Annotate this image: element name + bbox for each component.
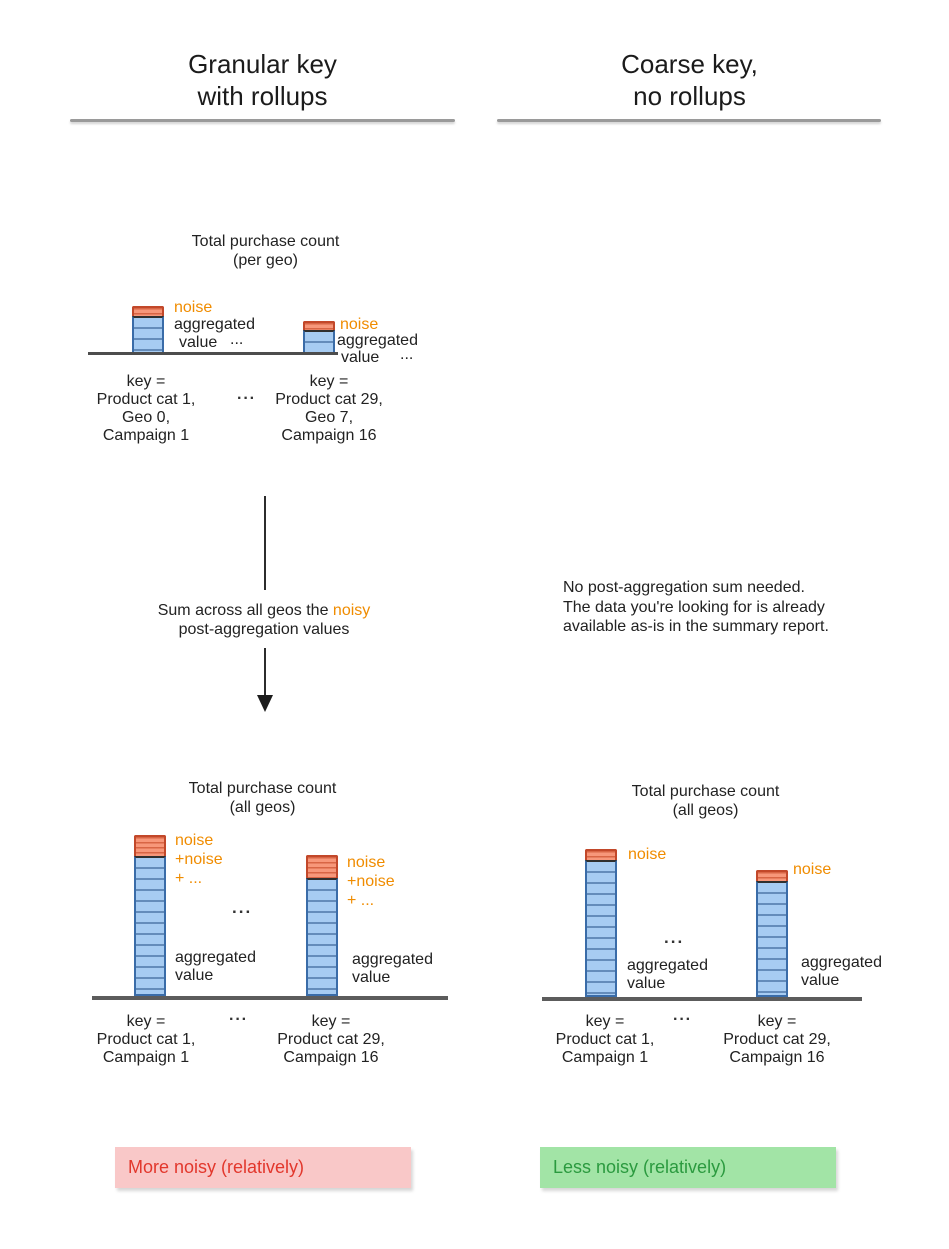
note-line2: The data you're looking for is already — [563, 598, 825, 616]
rollup-key1 — [76, 1013, 216, 1067]
coarse-bar2-noise-label: noise — [793, 861, 832, 878]
per-geo-title-line1: Total purchase count — [191, 233, 340, 250]
coarse-title-line2: (all geos) — [672, 802, 739, 819]
less-noisy-label: Less noisy (relatively) — [553, 1157, 727, 1177]
per-geo-dots1: ... — [230, 331, 244, 348]
rollup-key2-line2: Product cat 29, — [277, 1031, 385, 1048]
coarse-mid-dots: ... — [664, 928, 685, 947]
coarse-bar1-noise-cap — [585, 849, 617, 860]
per-geo-bar1-noise-label: noise — [174, 299, 213, 316]
coarse-key1-line3: Campaign 1 — [561, 1049, 649, 1066]
per-geo-key-separator: ··· — [237, 390, 256, 407]
left-header-line2: with rollups — [197, 81, 328, 111]
coarse-bar1-value — [585, 860, 617, 997]
no-sum-needed-note — [563, 578, 903, 637]
rollup-bar2-noise-cap — [306, 855, 338, 878]
flow-arrow-line-top — [264, 496, 266, 590]
left-header-line1: Granular key — [188, 49, 337, 79]
right-header-line2: no rollups — [633, 81, 746, 111]
per-geo-key2-line4: Campaign 16 — [281, 427, 377, 444]
rollup-key2 — [260, 1013, 402, 1067]
rollup-chart-title — [165, 779, 360, 817]
per-geo-axis — [88, 352, 338, 355]
per-geo-key2 — [258, 373, 400, 445]
flow-arrow-text-line1 — [114, 601, 414, 620]
rollup-bar1-noise-cap — [134, 835, 166, 856]
coarse-bar1-value-label: value — [627, 975, 666, 992]
coarse-bar2-value-label: value — [801, 972, 840, 989]
rollup-bar1-noise-label: noise — [175, 832, 214, 849]
per-geo-bar2-aggregated-label: aggregated — [337, 332, 418, 349]
per-geo-key1-line1: key = — [126, 373, 166, 390]
coarse-axis — [542, 997, 862, 1001]
flow-arrow-text — [114, 601, 414, 639]
coarse-key2 — [706, 1013, 848, 1067]
left-header-underline — [70, 119, 455, 122]
rollup-bar1-noise2-label: +noise — [175, 851, 223, 868]
per-geo-bar1-noise-cap — [132, 306, 164, 316]
per-geo-key2-line3: Geo 7, — [304, 409, 354, 426]
coarse-bar1-noise-label: noise — [628, 846, 667, 863]
coarse-bar1-aggregated-label: aggregated — [627, 957, 708, 974]
per-geo-key1-line2: Product cat 1, — [96, 391, 196, 408]
per-geo-key1-line4: Campaign 1 — [102, 427, 190, 444]
per-geo-bar2-value-label: value — [341, 349, 380, 366]
coarse-bar2-noise-cap — [756, 870, 788, 881]
flow-text-prefix: Sum across all geos the — [157, 602, 333, 619]
coarse-key1-line2: Product cat 1, — [555, 1031, 655, 1048]
note-line1: No post-aggregation sum needed. — [563, 579, 805, 596]
rollup-key1-line2: Product cat 1, — [96, 1031, 196, 1048]
more-noisy-label: More noisy (relatively) — [128, 1157, 305, 1177]
per-geo-bar1-value-label: value — [179, 334, 218, 351]
per-geo-bar2-value — [303, 330, 335, 354]
rollup-axis — [92, 996, 448, 1000]
note-line3: available as-is in the summary report. — [563, 618, 829, 635]
rollup-bar1-noise3-label: + ... — [175, 870, 203, 887]
left-column-header — [70, 48, 455, 112]
per-geo-key2-line2: Product cat 29, — [275, 391, 383, 408]
rollup-bar2-value — [306, 878, 338, 996]
rollup-bar2-noise-label: noise — [347, 854, 386, 871]
rollup-title-line2: (all geos) — [229, 799, 296, 816]
arrow-down-icon — [257, 695, 273, 712]
rollup-key-separator: ··· — [229, 1011, 248, 1028]
rollup-bar1-aggregated-label: aggregated — [175, 949, 256, 966]
per-geo-dots2: ... — [400, 346, 414, 363]
per-geo-bar2-noise-label: noise — [340, 316, 379, 333]
less-noisy-badge — [540, 1147, 836, 1188]
rollup-bar2-aggregated-label: aggregated — [352, 951, 433, 968]
rollup-key1-line3: Campaign 1 — [102, 1049, 190, 1066]
per-geo-key1-line3: Geo 0, — [121, 409, 171, 426]
per-geo-chart-title — [168, 232, 363, 270]
coarse-bar2-aggregated-label: aggregated — [801, 954, 882, 971]
right-column-header — [497, 48, 882, 112]
rollup-key1-line1: key = — [126, 1013, 166, 1030]
rollup-bar2-noise3-label: + ... — [347, 892, 375, 909]
rollup-title-line1: Total purchase count — [188, 780, 337, 797]
coarse-title-line1: Total purchase count — [631, 783, 780, 800]
per-geo-key2-line1: key = — [309, 373, 349, 390]
per-geo-bar1-aggregated-label: aggregated — [174, 316, 255, 333]
coarse-key-separator: ··· — [673, 1011, 692, 1028]
coarse-bar2-value — [756, 881, 788, 997]
coarse-key2-line1: key = — [757, 1013, 797, 1030]
rollup-bar1-value-label: value — [175, 967, 214, 984]
flow-arrow-text-line2: post-aggregation values — [178, 621, 350, 638]
right-header-underline — [497, 119, 881, 122]
coarse-key1-line1: key = — [585, 1013, 625, 1030]
rollup-bar2-value-label: value — [352, 969, 391, 986]
coarse-key2-line2: Product cat 29, — [723, 1031, 831, 1048]
rollup-key2-line3: Campaign 16 — [283, 1049, 379, 1066]
per-geo-title-line2: (per geo) — [233, 252, 298, 269]
more-noisy-badge — [115, 1147, 411, 1188]
per-geo-key1 — [76, 373, 216, 445]
flow-arrow-line-bottom — [264, 648, 266, 696]
rollup-bar2-noise2-label: +noise — [347, 873, 395, 890]
rollup-key2-line1: key = — [311, 1013, 351, 1030]
per-geo-bar2-noise-cap — [303, 321, 335, 330]
right-header-line1: Coarse key, — [621, 49, 758, 79]
flow-text-noisy: noisy — [332, 602, 371, 619]
coarse-key1 — [535, 1013, 675, 1067]
coarse-chart-title — [608, 782, 803, 820]
coarse-key2-line3: Campaign 16 — [729, 1049, 825, 1066]
rollup-mid-dots: ... — [232, 898, 253, 917]
per-geo-bar1-value — [132, 316, 164, 354]
rollup-bar1-value — [134, 856, 166, 996]
